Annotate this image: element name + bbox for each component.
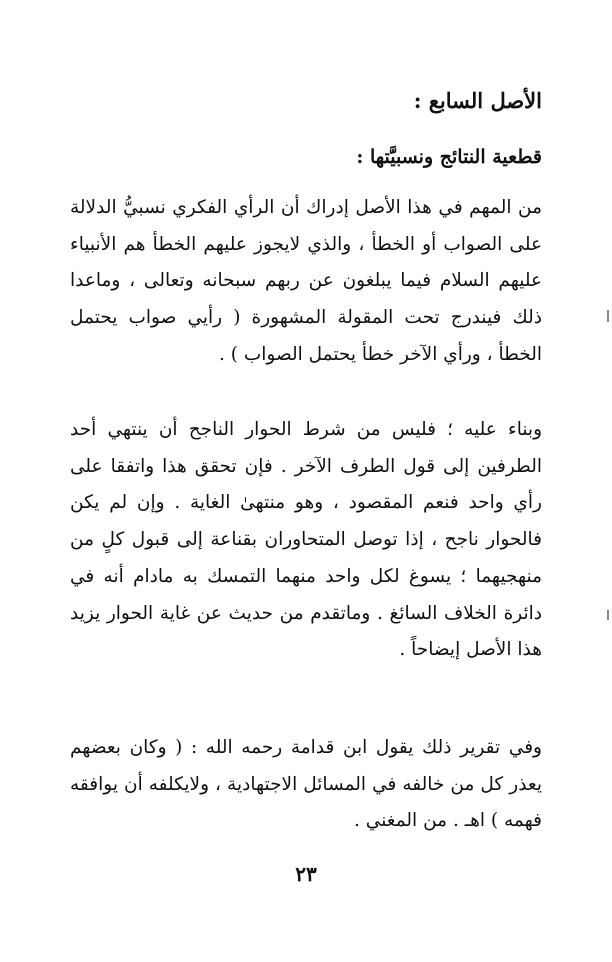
scan-edge-marks [603, 0, 609, 962]
scan-edge-mark [607, 610, 609, 620]
scan-edge-mark [607, 310, 609, 322]
section-subheading: قطعية النتائج ونسبيَّتها : [356, 146, 542, 168]
page-number: ٢٣ [295, 862, 317, 886]
paragraph-2: وبناء عليه ؛ فليس من شرط الحوار الناجح أن ينتهي أحد الطرفين إلى قول الطرف الآخر . فإن تحقق هذا واتفقا على رأي واحد فنعم المقصود ، وهو منتهىٰ الغاية . وإن لم يكن فالحوار ناجح ، إذا توصل المتحاوران بقناعة إلى قبول كلٍ من منهجيهما ؛ يسوغ لكل واحد منهما التمسك به مادام أنه في دائرة الخلاف السائغ . وماتقدم من حديث عن غاية الحوار يزيد هذا الأصل إيضاحاً . [70, 419, 542, 661]
paragraph-3: وفي تقرير ذلك يقول ابن قدامة رحمه الله : ( وكان بعضهم يعذر كل من خالفه في المسائل الاجتهادية ، ولايكلفه أن يوافقه فهمه ) اهـ . من المغني . [70, 737, 542, 832]
paragraph-1: من المهم في هذا الأصل إدراك أن الرأي الفكري نسبيُّ الدلالة على الصواب أو الخطأ ، والذي لايجوز عليهم الخطأ هم الأنبياء عليهم السلام فيما يبلغون عن ربهم سبحانه وتعالى ، وماعدا ذلك فيندرج تحت المقولة المشهورة ( رأيي صواب يحتمل الخطأ ، ورأي الآخر خطأ يحتمل الصواب ) . [70, 197, 542, 365]
section-heading: الأصل السابع : [413, 88, 542, 113]
